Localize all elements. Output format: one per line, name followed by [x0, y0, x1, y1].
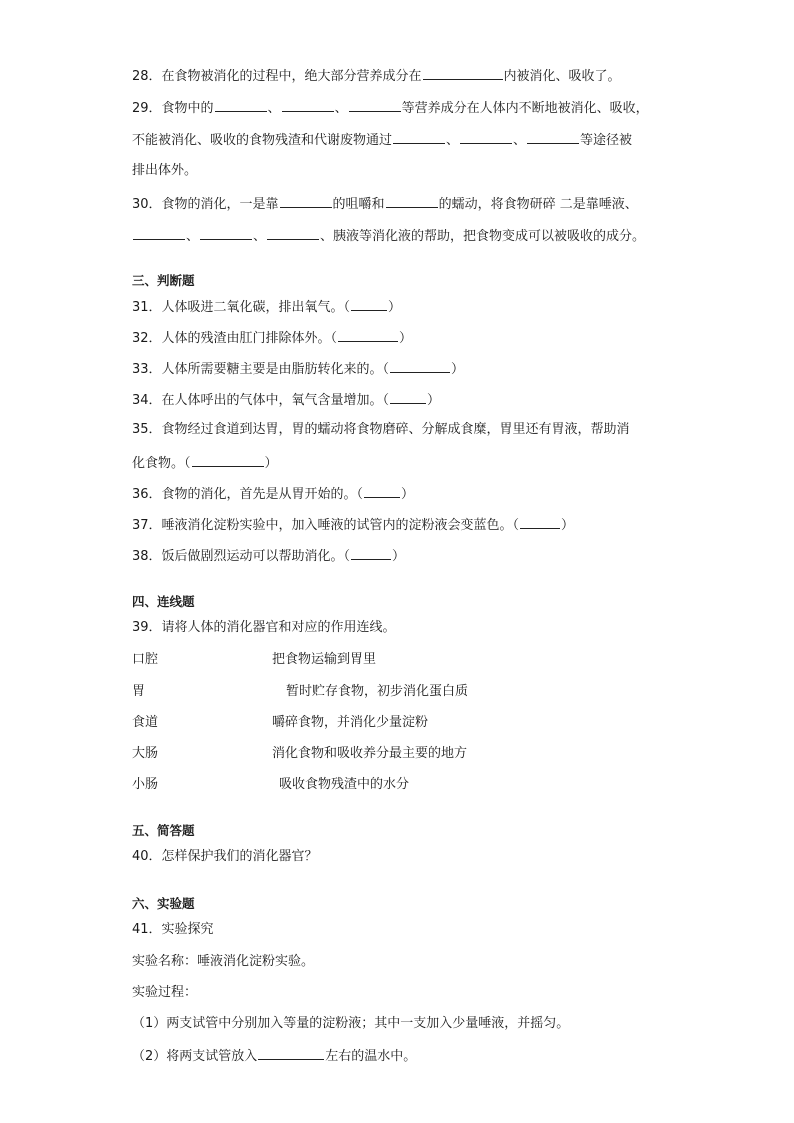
question-28	[132, 66, 621, 86]
experiment-process-label: 实验过程：	[132, 985, 198, 1000]
organ-item[interactable]: 食道	[132, 715, 159, 730]
q33-text: 33．人体所需要糖主要是由脂肪转化来的。（	[132, 362, 390, 377]
q30-text-2: 、胰液等消化液的帮助，把食物变成可以被吸收的成分。	[320, 229, 646, 244]
q37-text: 37．唾液消化淀粉实验中，加入唾液的试管内的淀粉液会变蓝色。（	[132, 518, 520, 533]
q29-blank-6[interactable]	[527, 130, 579, 144]
question-31	[132, 297, 401, 317]
q30-blank-2[interactable]	[386, 194, 438, 208]
q31-close: ）	[388, 300, 402, 315]
q29-text-3: 排出体外。	[132, 163, 198, 178]
question-36	[132, 484, 414, 504]
q30-text-end: 的蠕动，将食物研碎 二是靠唾液、	[438, 197, 638, 212]
q34-answer-blank[interactable]	[390, 390, 426, 404]
q37-close: ）	[561, 518, 575, 533]
q36-answer-blank[interactable]	[364, 484, 400, 498]
q29-blank-2[interactable]	[282, 98, 334, 112]
q29-text-2-end: 等途径被	[580, 133, 633, 148]
q38-close: ）	[392, 549, 406, 564]
question-40: 40．怎样保护我们的消化器官？	[132, 849, 318, 864]
question-35-line-1	[132, 421, 630, 439]
q32-text: 32．人体的残渣由肛门排除体外。（	[132, 331, 338, 346]
question-30-line-1	[132, 194, 638, 214]
function-item[interactable]: 把食物运输到胃里	[272, 652, 377, 667]
q29-sep: 、	[267, 101, 281, 116]
q37-answer-blank[interactable]	[520, 515, 560, 529]
question-33	[132, 359, 464, 379]
function-item[interactable]: 消化食物和吸收养分最主要的地方	[272, 746, 468, 761]
q29-blank-5[interactable]	[460, 130, 512, 144]
experiment-step-2	[132, 1046, 416, 1066]
function-item[interactable]: 暂时贮存食物，初步消化蛋白质	[286, 684, 469, 699]
q32-close: ）	[399, 331, 413, 346]
question-29-line-1	[132, 98, 649, 118]
q34-close: ）	[427, 393, 441, 408]
q38-answer-blank[interactable]	[351, 546, 391, 560]
section-4-heading: 四、连线题	[132, 594, 195, 609]
function-item[interactable]: 吸收食物残渣中的水分	[279, 777, 410, 792]
q29-sep: 、	[446, 133, 460, 148]
q28-text-end: 内被消化、吸收了。	[503, 69, 621, 84]
q29-blank-4[interactable]	[393, 130, 445, 144]
q28-text: 28．在食物被消化的过程中，绝大部分营养成分在	[132, 69, 422, 84]
function-item[interactable]: 嚼碎食物，并消化少量淀粉	[272, 715, 429, 730]
organ-item[interactable]: 大肠	[132, 746, 159, 761]
question-32	[132, 328, 412, 348]
q28-blank[interactable]	[423, 66, 503, 80]
q29-sep: 、	[513, 133, 527, 148]
section-3-heading: 三、判断题	[132, 273, 195, 288]
question-38	[132, 546, 405, 566]
q29-text-end: 等营养成分在人体内不断地被消化、吸收，	[401, 101, 649, 116]
organ-item[interactable]: 小肠	[132, 777, 159, 792]
section-6-heading: 六、实验题	[132, 896, 195, 911]
q38-text: 38．饭后做剧烈运动可以帮助消化。（	[132, 549, 351, 564]
q35-close: ）	[264, 456, 278, 471]
q29-sep: 、	[334, 101, 348, 116]
question-39: 39．请将人体的消化器官和对应的作用连线。	[132, 620, 396, 635]
q30-blank-3[interactable]	[133, 226, 185, 240]
q30-sep: 、	[186, 229, 200, 244]
q36-close: ）	[401, 487, 415, 502]
q35-text-cont: 化食物。（	[132, 456, 191, 471]
organ-item[interactable]: 口腔	[132, 652, 159, 667]
q30-blank-5[interactable]	[267, 226, 319, 240]
question-41: 41．实验探究	[132, 922, 214, 937]
q30-blank-4[interactable]	[200, 226, 252, 240]
q29-blank-1[interactable]	[215, 98, 267, 112]
q30-blank-1[interactable]	[280, 194, 332, 208]
q29-blank-3[interactable]	[349, 98, 401, 112]
organ-item[interactable]: 胃	[132, 684, 146, 699]
q30-sep: 、	[253, 229, 267, 244]
q30-text: 30．食物的消化，一是靠	[132, 197, 279, 212]
q33-close: ）	[451, 362, 465, 377]
q35-answer-blank[interactable]	[192, 453, 264, 467]
q29-text: 29．食物中的	[132, 101, 214, 116]
step2-text-end: 左右的温水中。	[325, 1049, 417, 1064]
question-30-line-2	[132, 226, 645, 246]
q31-text: 31．人体吸进二氧化碳，排出氧气。（	[132, 300, 351, 315]
q35-text: 35．食物经过食道到达胃，胃的蠕动将食物磨碎、分解成食糜，胃里还有胃液，帮助消	[132, 422, 630, 437]
q30-text-mid: 的咀嚼和	[332, 197, 385, 212]
question-37	[132, 515, 574, 535]
q32-answer-blank[interactable]	[338, 328, 398, 342]
experiment-step-1: （1）两支试管中分别加入等量的淀粉液；其中一支加入少量唾液，并摇匀。	[132, 1016, 570, 1031]
step2-temperature-blank[interactable]	[258, 1046, 324, 1060]
q34-text: 34．在人体呼出的气体中，氧气含量增加。（	[132, 393, 390, 408]
question-34	[132, 390, 440, 410]
experiment-name: 实验名称：唾液消化淀粉实验。	[132, 954, 315, 969]
q33-answer-blank[interactable]	[390, 359, 450, 373]
step2-text: （2）将两支试管放入	[132, 1049, 258, 1064]
question-29-line-2	[132, 130, 632, 150]
section-5-heading: 五、简答题	[132, 823, 195, 838]
q29-text-2: 不能被消化、吸收的食物残渣和代谢废物通过	[132, 133, 393, 148]
q31-answer-blank[interactable]	[351, 297, 387, 311]
question-35-line-2	[132, 453, 278, 473]
q36-text: 36．食物的消化，首先是从胃开始的。（	[132, 487, 364, 502]
question-29-line-3	[132, 162, 197, 180]
